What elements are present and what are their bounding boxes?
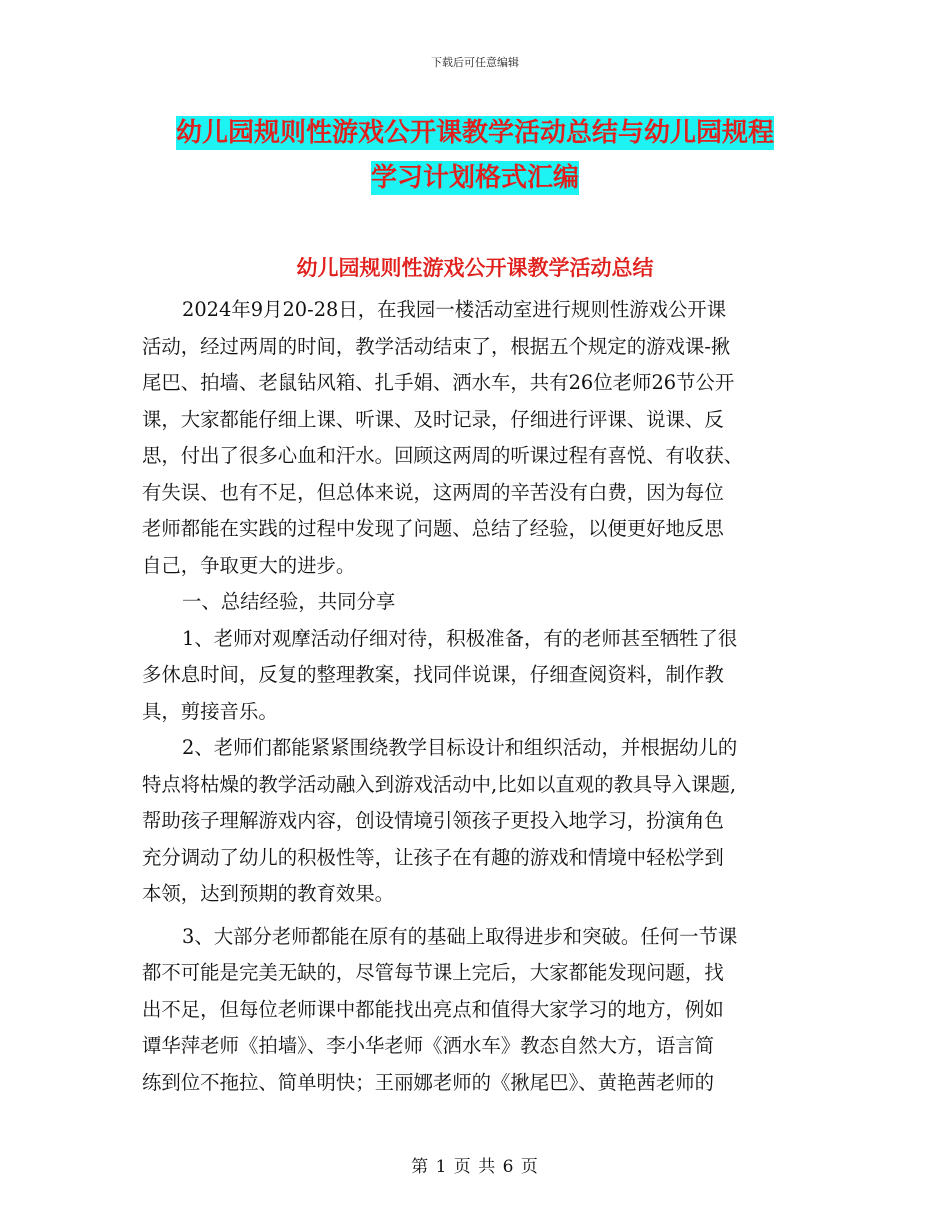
paragraph-5-line: 出不足，但每位老师课中都能找出亮点和值得大家学习的地方，例如 xyxy=(142,997,724,1021)
paragraph-3-line: 具，剪接音乐。 xyxy=(142,699,278,723)
title-highlight-1: 幼儿园规则性游戏公开课教学活动总结与幼儿园规程 xyxy=(175,118,774,148)
title-highlight-2: 学习计划格式汇编 xyxy=(370,163,579,193)
page-footer: 第 1 页 共 6 页 xyxy=(411,1157,539,1177)
paragraph-1-line: 老师都能在实践的过程中发现了问题、总结了经验，以便更好地反思 xyxy=(142,517,724,540)
document-title-line-2 xyxy=(0,157,950,194)
paragraph-4-line: 充分调动了幼儿的积极性等，让孩子在有趣的游戏和情境中轻松学到 xyxy=(142,845,724,869)
paragraph-1-line: 有失误、也有不足，但总体来说，这两周的辛苦没有白费，因为每位 xyxy=(142,480,724,504)
paragraph-1-line: 尾巴、拍墙、老鼠钻风箱、扎手娟、洒水车，共有26位老师26节公开 xyxy=(142,371,735,394)
paragraph-5-line: 都不可能是完美无缺的，尽管每节课上完后，大家都能发现问题，找 xyxy=(142,961,724,984)
paragraph-5-line: 练到位不拖拉、简单明快；王丽娜老师的《揪尾巴》、黄艳茜老师的 xyxy=(142,1070,715,1094)
paragraph-4-line: 2、老师们都能紧紧围绕教学目标设计和组织活动，并根据幼儿的 xyxy=(182,736,738,759)
paragraph-4-line: 本领，达到预期的教育效果。 xyxy=(142,882,395,905)
document-body xyxy=(142,292,810,1101)
paragraph-1-line: 2024年9月20-28日，在我园一楼活动室进行规则性游戏公开课 xyxy=(182,298,727,321)
section-title: 幼儿园规则性游戏公开课教学活动总结 xyxy=(296,256,654,280)
paragraph-3-line: 多休息时间，反复的整理教案，找同伴说课，仔细查阅资料，制作教 xyxy=(142,663,724,686)
paragraph-3-line: 1、老师对观摩活动仔细对待，积极准备，有的老师甚至牺牲了很 xyxy=(182,626,738,650)
paragraph-4-line: 特点将枯燥的教学活动融入到游戏活动中,比如以直观的教具导入课题, xyxy=(142,772,737,796)
paragraph-5-line: 谭华萍老师《拍墙》、李小华老师《洒水车》教态自然大方，语言简 xyxy=(142,1034,715,1057)
paragraph-1-line: 思，付出了很多心血和汗水。回顾这两周的听课过程有喜悦、有收获、 xyxy=(142,444,744,467)
paragraph-4-line: 帮助孩子理解游戏内容，创设情境引领孩子更投入地学习，扮演角色 xyxy=(142,809,724,832)
header-note: 下载后可任意编辑 xyxy=(431,56,519,69)
paragraph-1-line: 课，大家都能仔细上课、听课、及时记录，仔细进行评课、说课、反 xyxy=(142,407,724,431)
document-title-line-1 xyxy=(0,112,950,149)
paragraph-5-line: 3、大部分老师都能在原有的基础上取得进步和突破。任何一节课 xyxy=(182,924,738,948)
paragraph-1-line: 活动，经过两周的时间，教学活动结束了，根据五个规定的游戏课-揪 xyxy=(142,334,731,358)
paragraph-1-line: 自己，争取更大的进步。 xyxy=(142,553,356,577)
subheading-summary: 一、总结经验，共同分享 xyxy=(182,590,396,613)
